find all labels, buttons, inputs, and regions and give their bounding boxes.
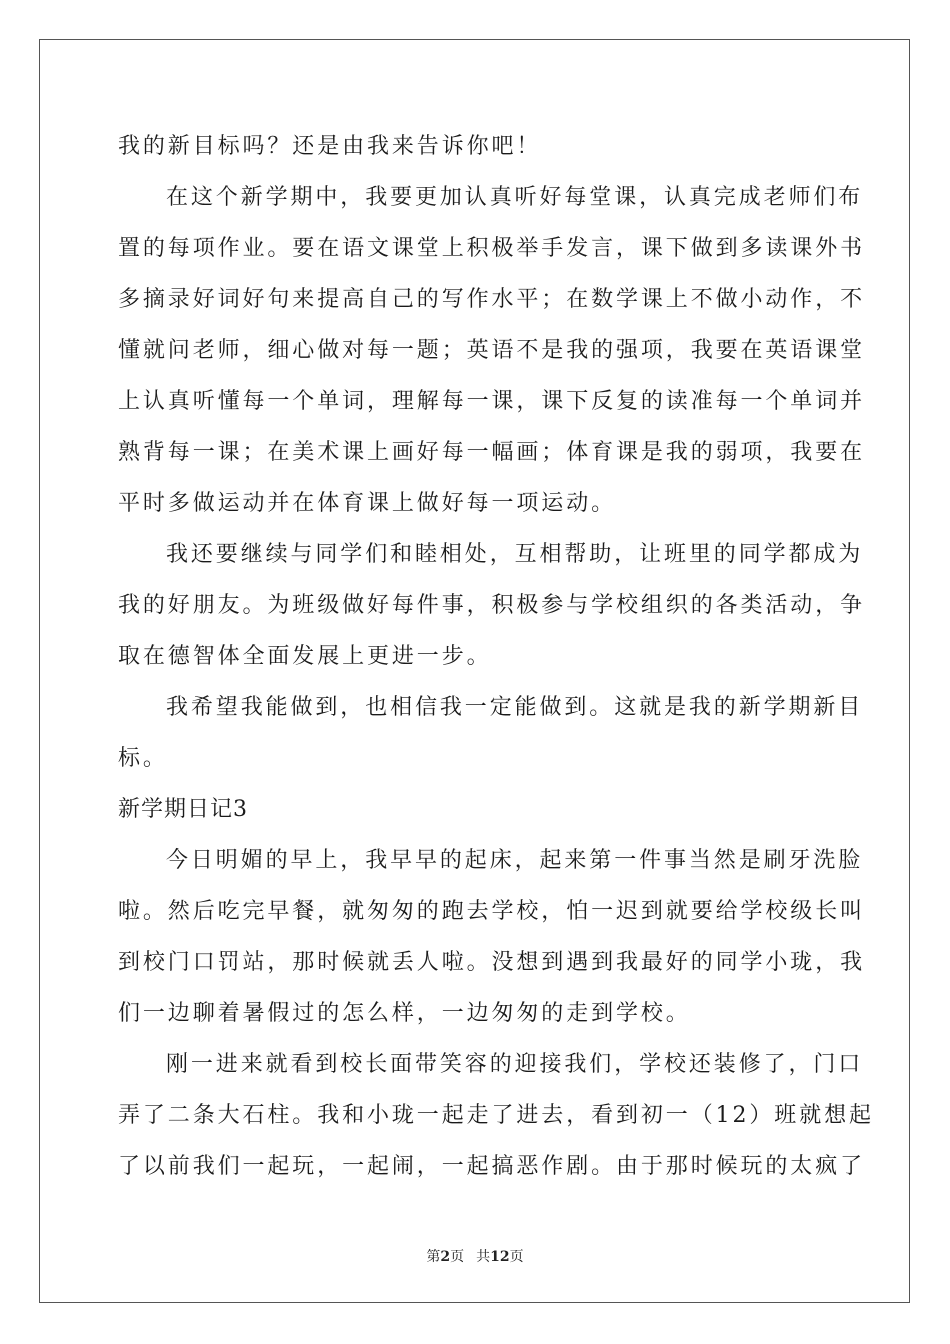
text-line: 标。 — [118, 746, 168, 771]
heading-text: 新学期日记3 — [118, 797, 248, 822]
paragraph — [118, 1043, 874, 1196]
page-footer — [0, 1246, 950, 1266]
text-line: 熟背每一课；在美术课上画好每一幅画；体育课是我的弱项，我要在 — [118, 440, 866, 465]
paragraph — [118, 533, 866, 686]
text-line: 取在德智体全面发展上更进一步。 — [118, 644, 492, 669]
paragraph — [118, 839, 866, 1043]
paragraph — [118, 686, 864, 788]
text-line: 多摘录好词好句来提高自己的写作水平；在数学课上不做小动作，不 — [118, 287, 866, 312]
document-body — [118, 125, 874, 1196]
text-line: 上认真听懂每一个单词，理解每一课，课下反复的读准每一个单词并 — [118, 389, 866, 414]
text-line: 在这个新学期中，我要更加认真听好每堂课，认真完成老师们布 — [166, 185, 864, 210]
text-line: 我的新目标吗？还是由我来告诉你吧！ — [118, 134, 542, 159]
text-line: 刚一进来就看到校长面带笑容的迎接我们，学校还装修了，门口 — [166, 1052, 864, 1077]
text-line: 置的每项作业。要在语文课堂上积极举手发言，课下做到多读课外书 — [118, 236, 866, 261]
footer-page-number: 2 — [440, 1249, 451, 1265]
text-line: 懂就问老师，细心做对每一题；英语不是我的强项，我要在英语课堂 — [118, 338, 866, 363]
footer-total-number: 12 — [490, 1249, 510, 1265]
section-heading — [118, 788, 838, 839]
text-line: 了以前我们一起玩，一起闹，一起搞恶作剧。由于那时候玩的太疯了 — [118, 1154, 866, 1179]
text-line: 啦。然后吃完早餐，就匆匆的跑去学校，怕一迟到就要给学校级长叫 — [118, 899, 866, 924]
footer-page-suffix: 页 — [450, 1249, 465, 1265]
text-line: 弄了二条大石柱。我和小珑一起走了进去，看到初一（12）班就想起 — [118, 1103, 874, 1128]
text-line: 到校门口罚站，那时候就丢人啦。没想到遇到我最好的同学小珑，我 — [118, 950, 866, 975]
paragraph — [118, 125, 838, 176]
text-line: 我的好朋友。为班级做好每件事，积极参与学校组织的各类活动，争 — [118, 593, 866, 618]
text-line: 们一边聊着暑假过的怎么样，一边匆匆的走到学校。 — [118, 1001, 691, 1026]
text-line: 平时多做运动并在体育课上做好每一项运动。 — [118, 491, 617, 516]
text-line: 我还要继续与同学们和睦相处，互相帮助，让班里的同学都成为 — [166, 542, 864, 567]
footer-page-prefix: 第 — [426, 1249, 441, 1265]
footer-total-prefix: 共 — [476, 1249, 491, 1265]
footer-total-suffix: 页 — [509, 1249, 524, 1265]
text-line: 今日明媚的早上，我早早的起床，起来第一件事当然是刷牙洗脸 — [166, 848, 864, 873]
paragraph — [118, 176, 866, 533]
text-line: 我希望我能做到，也相信我一定能做到。这就是我的新学期新目 — [166, 695, 864, 720]
